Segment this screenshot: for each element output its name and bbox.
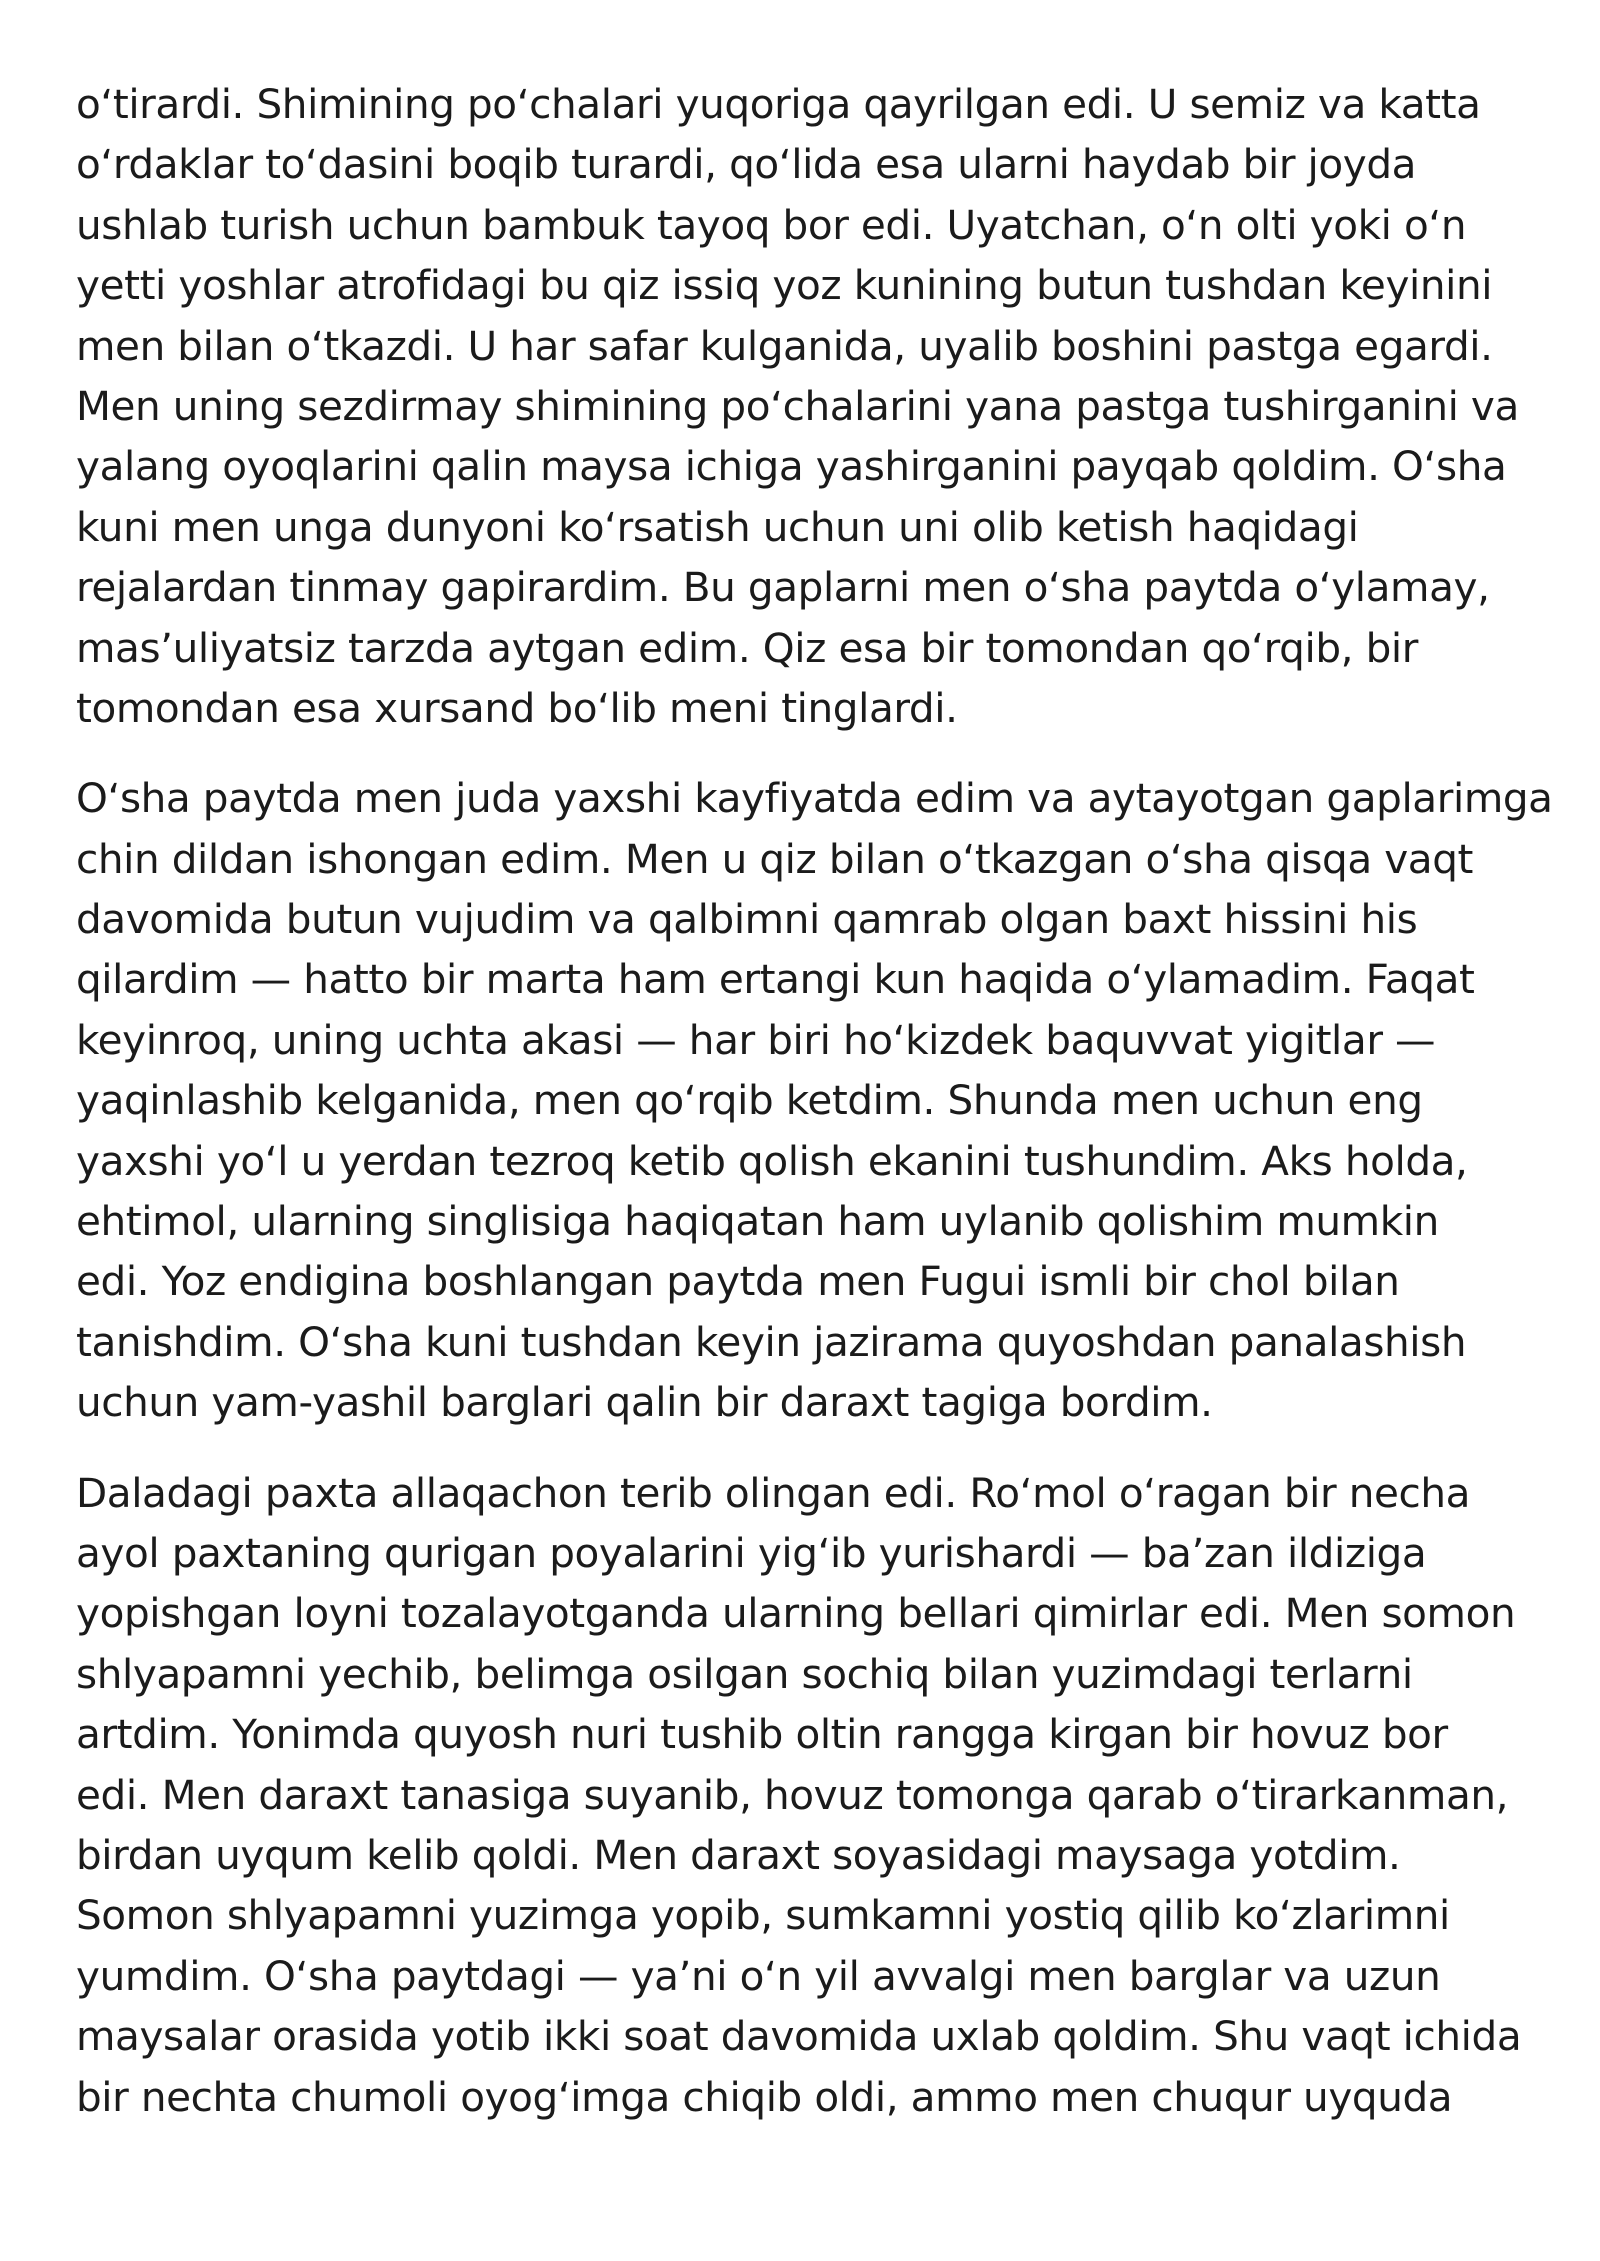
text-line: tanishdim. Oʻsha kuni tushdan keyin jazirama quyoshdan panalashish <box>76 1317 1467 1366</box>
text-line: chin dildan ishongan edim. Men u qiz bilan oʻtkazgan oʻsha qisqa vaqt <box>76 834 1473 883</box>
text-line: tomondan esa xursand boʻlib meni tinglardi. <box>76 683 958 732</box>
paragraph-1 <box>76 74 1546 738</box>
text-line: birdan uyqum kelib qoldi. Men daraxt soyasidagi maysaga yotdim. <box>76 1830 1401 1879</box>
text-line: yopishgan loyni tozalayotganda ularning bellari qimirlar edi. Men somon <box>76 1589 1516 1638</box>
text-line: rejalardan tinmay gapirardim. Bu gaplarni men oʻsha paytda oʻylamay, <box>76 563 1490 612</box>
text-line: uchun yam-yashil barglari qalin bir daraxt tagiga bordim. <box>76 1378 1213 1427</box>
text-line: ayol paxtaning qurigan poyalarini yigʻib yurishardi — ba’zan ildiziga <box>76 1528 1427 1577</box>
text-line: ushlab turish uchun bambuk tayoq bor edi. Uyatchan, oʻn olti yoki oʻn <box>76 200 1467 249</box>
text-line: yaqinlashib kelganida, men qoʻrqib ketdim. Shunda men uchun eng <box>76 1076 1423 1125</box>
text-line: kuni men unga dunyoni koʻrsatish uchun uni olib ketish haqidagi <box>76 502 1359 551</box>
paragraph-3 <box>76 1463 1546 2127</box>
text-line: Daladagi paxta allaqachon terib olingan edi. Roʻmol oʻragan bir necha <box>76 1468 1471 1517</box>
text-line: ehtimol, ularning singlisiga haqiqatan ham uylanib qolishim mumkin <box>76 1197 1439 1246</box>
text-line: oʻrdaklar toʻdasini boqib turardi, qoʻlida esa ularni haydab bir joyda <box>76 140 1417 189</box>
text-line: davomida butun vujudim va qalbimni qamrab olgan baxt hissini his <box>76 895 1418 944</box>
text-line: men bilan oʻtkazdi. U har safar kulganida, uyalib boshini pastga egardi. <box>76 321 1493 370</box>
text-line: oʻtirardi. Shimining poʻchalari yuqoriga qayrilgan edi. U semiz va katta <box>76 80 1481 128</box>
text-line: yaxshi yoʻl u yerdan tezroq ketib qolish ekanini tushundim. Aks holda, <box>76 1136 1468 1185</box>
text-line: qilardim — hatto bir marta ham ertangi kun haqida oʻylamadim. Faqat <box>76 955 1475 1004</box>
text-line: mas’uliyatsiz tarzda aytgan edim. Qiz esa bir tomondan qoʻrqib, bir <box>76 623 1418 672</box>
text-line: yetti yoshlar atrofidagi bu qiz issiq yoz kunining butun tushdan keyinini <box>76 261 1493 310</box>
text-line: yalang oyoqlarini qalin maysa ichiga yashirganini payqab qoldim. Oʻsha <box>76 442 1507 491</box>
text-line: shlyapamni yechib, belimga osilgan sochiq bilan yuzimdagi terlarni <box>76 1649 1413 1698</box>
text-line: maysalar orasida yotib ikki soat davomida uxlab qoldim. Shu vaqt ichida <box>76 2012 1522 2061</box>
document-page <box>76 74 1553 2127</box>
text-line: keyinroq, uning uchta akasi — har biri hoʻkizdek baquvvat yigitlar — <box>76 1015 1436 1064</box>
text-line: edi. Men daraxt tanasiga suyanib, hovuz tomonga qarab oʻtirarkanman, <box>76 1770 1509 1819</box>
paragraph-2 <box>76 768 1553 1432</box>
text-line: Somon shlyapamni yuzimga yopib, sumkamni yostiq qilib koʻzlarimni <box>76 1891 1450 1940</box>
text-line: Oʻsha paytda men juda yaxshi kayfiyatda edim va aytayotgan gaplarimga <box>76 774 1553 823</box>
text-line: edi. Yoz endigina boshlangan paytda men Fugui ismli bir chol bilan <box>76 1257 1400 1306</box>
text-line: bir nechta chumoli oyogʻimga chiqib oldi, ammo men chuqur uyquda <box>76 2072 1453 2121</box>
text-line: artdim. Yonimda quyosh nuri tushib oltin rangga kirgan bir hovuz bor <box>76 1710 1448 1759</box>
text-line: Men uning sezdirmay shimining poʻchalarini yana pastga tushirganini va <box>76 381 1519 430</box>
text-line: yumdim. Oʻsha paytdagi — ya’ni oʻn yil avvalgi men barglar va uzun <box>76 1951 1441 2000</box>
